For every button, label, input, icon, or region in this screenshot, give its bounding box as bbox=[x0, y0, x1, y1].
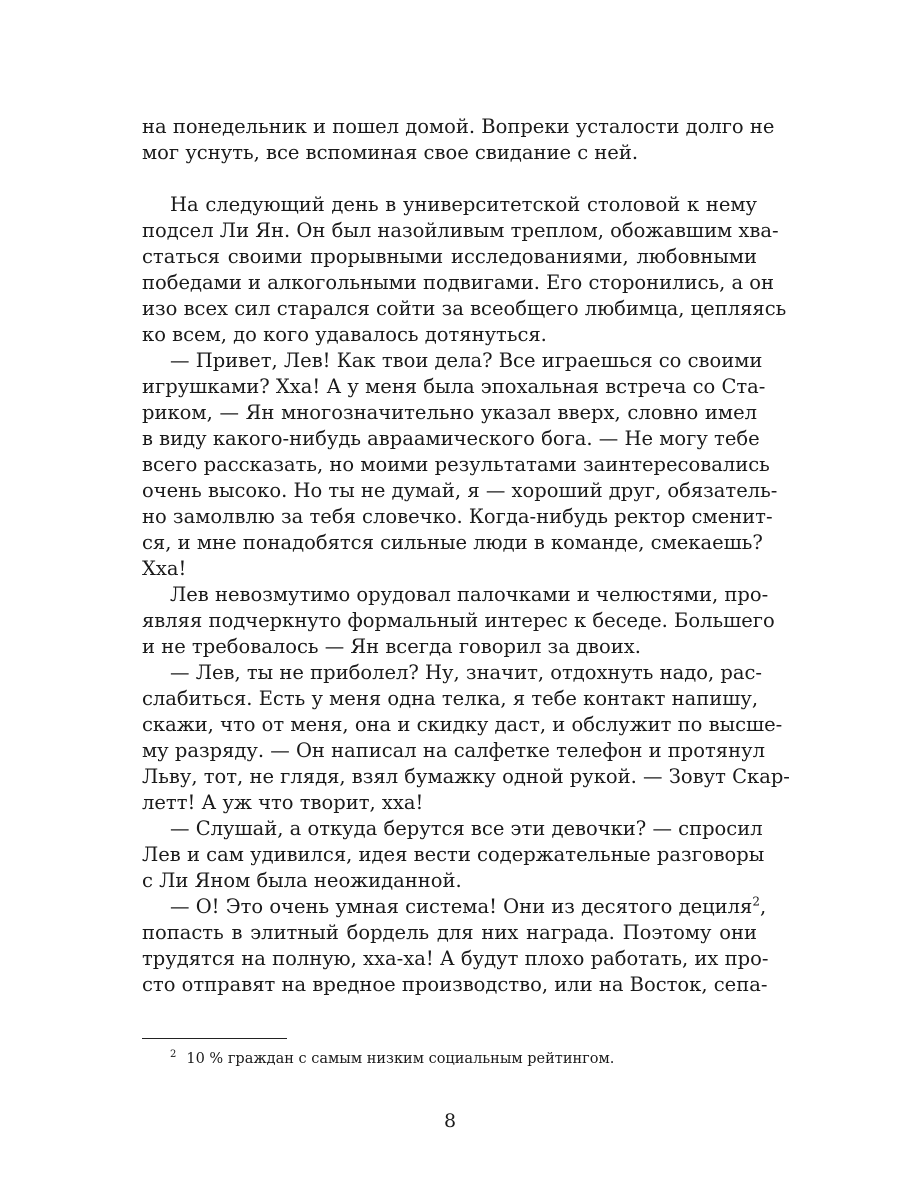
text-line-content: — О! Это очень умная система! Они из десятого дециля bbox=[170, 895, 753, 918]
text-line: победами и алкогольными подвигами. Его сторонились, а он bbox=[142, 271, 775, 294]
text-line: ко всем, до кого удавалось дотянуться. bbox=[142, 323, 547, 346]
text-line: попасть в элитный бордель для них награда. Поэтому они bbox=[142, 921, 757, 944]
text-line: но замолвлю за тебя словечко. Когда-нибудь ректор сменит- bbox=[142, 505, 773, 528]
text-line: Хха! bbox=[142, 557, 187, 580]
text-line: игрушками? Хха! А у меня была эпохальная встреча со Ста- bbox=[142, 375, 766, 398]
text-line: очень высоко. Но ты не думай, я — хороший друг, обязатель- bbox=[142, 479, 778, 502]
text-line: Лев невозмутимо орудовал палочками и челюстями, про- bbox=[170, 583, 769, 606]
text-line: на понедельник и пошел домой. Вопреки усталости долго не bbox=[142, 115, 775, 138]
text-line: — Привет, Лев! Как твои дела? Все играешься со своими bbox=[170, 349, 763, 372]
text-line: и не требовалось — Ян всегда говорил за двоих. bbox=[142, 635, 641, 658]
text-line: мог уснуть, все вспоминая свое свидание с ней. bbox=[142, 141, 639, 164]
footnote bbox=[170, 1049, 614, 1069]
text-line: в виду какого-нибудь авраамического бога. — Не могу тебе bbox=[142, 427, 760, 450]
text-line: трудятся на полную, хха-ха! А будут плохо работать, их про- bbox=[142, 947, 769, 970]
text-line: подсел Ли Ян. Он был назойливым треплом, обожавшим хва- bbox=[142, 219, 779, 242]
text-line: изо всех сил старался сойти за всеобщего любимца, цепляясь bbox=[142, 297, 787, 320]
footnote-text: 10 % граждан с самым низким социальным рейтингом. bbox=[186, 1051, 615, 1067]
text-line: статься своими прорывными исследованиями, любовными bbox=[142, 245, 757, 268]
text-line: Лев и сам удивился, идея вести содержательные разговоры bbox=[142, 843, 765, 866]
text-line: являя подчеркнуто формальный интерес к беседе. Большего bbox=[142, 609, 775, 632]
text-line-comma: , bbox=[759, 895, 767, 918]
text-line: риком, — Ян многозначительно указал вверх, словно имел bbox=[142, 401, 757, 424]
text-line: скажи, что от меня, она и скидку даст, и обслужит по высше- bbox=[142, 713, 783, 736]
footnote-reference[interactable]: 2 bbox=[752, 894, 760, 909]
text-line: — Слушай, а откуда берутся все эти девочки? — спросил bbox=[170, 817, 763, 840]
footnote-mark: 2 bbox=[170, 1049, 177, 1061]
footnote-divider bbox=[142, 1038, 287, 1039]
page-number: 8 bbox=[443, 1110, 457, 1132]
text-line: сто отправят на вредное производство, или на Восток, сепа- bbox=[142, 973, 768, 996]
text-line: летт! А уж что творит, хха! bbox=[142, 791, 424, 814]
text-line: всего рассказать, но моими результатами заинтересовались bbox=[142, 453, 770, 476]
text-line: с Ли Яном была неожиданной. bbox=[142, 869, 462, 892]
text-line: ся, и мне понадобятся сильные люди в команде, смекаешь? bbox=[142, 531, 763, 554]
text-line: слабиться. Есть у меня одна телка, я тебе контакт напишу, bbox=[142, 687, 759, 710]
text-line: Льву, тот, не глядя, взял бумажку одной рукой. — Зовут Скар- bbox=[142, 765, 790, 788]
text-line: му разряду. — Он написал на салфетке телефон и протянул bbox=[142, 739, 765, 762]
text-line: — Лев, ты не приболел? Ну, значит, отдохнуть надо, рас- bbox=[170, 661, 762, 684]
text-line: На следующий день в университетской столовой к нему bbox=[170, 193, 757, 216]
text-line bbox=[170, 894, 767, 920]
